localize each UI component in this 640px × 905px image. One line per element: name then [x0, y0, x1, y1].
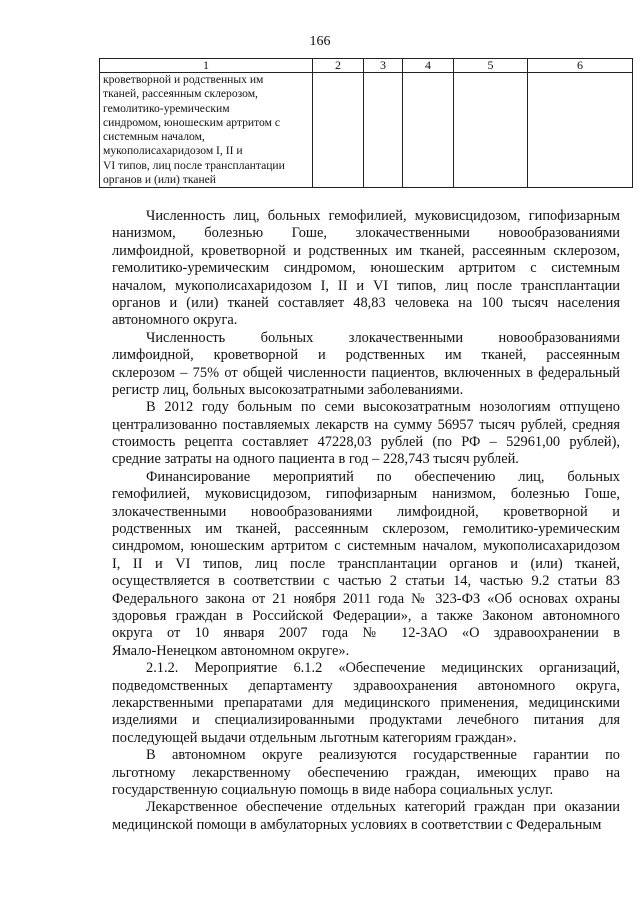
text-line: Численность больных злокачественными новообразованиями — [146, 329, 620, 346]
text-line: лимфоидной, кроветворной и родственных им тканей, рассеянным склерозом, — [112, 242, 620, 259]
text-line: автономного округа. — [112, 312, 238, 329]
cell-line: кроветворной и родственных им — [103, 73, 264, 86]
paragraph — [112, 660, 620, 747]
cell-line: синдромом, юношеским артритом с — [103, 115, 280, 129]
text-line: гемолитико-уремическим синдромом, юношеским артритом с системным — [112, 260, 620, 277]
text-line: подведомственных департаменту здравоохранения автономного округа, — [112, 677, 620, 694]
text-line: Финансирование мероприятий по обеспечению лиц, больных — [146, 468, 620, 485]
text-line: синдромом, юношеским артритом с системным началом, мукополисахаридозом — [112, 538, 620, 555]
text-line: злокачественными новообразованиями лимфоидной, кроветворной и — [112, 503, 620, 520]
paragraph — [112, 799, 620, 834]
cell-line: мукополисахаридозом I, II и — [103, 144, 243, 158]
text-line: В 2012 году больным по семи высокозатратным нозологиям отпущено — [146, 399, 620, 416]
text-line: централизованно поставляемых лекарств на сумму 56957 тысяч рублей, средняя — [112, 416, 620, 433]
text-line: льготному лекарственному обеспечению граждан, имеющих право на — [112, 764, 620, 781]
cell-line: органов и (или) тканей — [103, 173, 217, 187]
table-cell-empty — [403, 73, 454, 188]
paragraph — [112, 469, 620, 660]
table-cell-empty — [454, 73, 528, 188]
text-line: Федерального закона от 21 ноября 2011 года № 323-ФЗ «Об основах охраны — [112, 590, 620, 607]
text-line: органов и (или) тканей составляет 48,83 человека на 100 тысяч населения — [112, 294, 620, 311]
table-header-cell: 5 — [454, 59, 528, 73]
table-cell-description — [100, 73, 313, 188]
table-header-row — [100, 59, 633, 73]
paragraph — [112, 330, 620, 400]
text-line: нанизмом, болезнью Гоше, злокачественными новообразованиями — [112, 225, 620, 242]
text-line: стоимость рецепта составляет 47228,03 рублей (по РФ – 52961,00 рублей), — [112, 434, 620, 451]
text-line: склерозом – 75% от общей численности пациентов, включенных в федеральный — [112, 364, 620, 381]
cell-line: тканей, рассеянным склерозом, — [103, 87, 258, 101]
text-line: I, II и VI типов, лиц после трансплантации органов и (или) тканей, — [112, 555, 620, 572]
text-line: регистр лиц, больных высокозатратными заболеваниями. — [112, 381, 464, 398]
text-line: лекарственными препаратами для медицинского применения, медицинскими — [112, 694, 620, 711]
text-line: 2.1.2. Мероприятие 6.1.2 «Обеспечение медицинских организаций, — [146, 660, 620, 677]
table-header-cell: 6 — [528, 59, 633, 73]
paragraph — [112, 747, 620, 799]
text-line: Лекарственное обеспечение отдельных категорий граждан при оказании — [146, 799, 620, 816]
text-line: медицинской помощи в амбулаторных условиях в соответствии с Федеральным — [112, 816, 602, 833]
cell-line: гемолитико-уремическим — [103, 101, 230, 115]
cell-line: VI типов, лиц после трансплантации — [103, 158, 285, 172]
paragraph — [112, 399, 620, 469]
table-header-cell: 1 — [100, 59, 313, 73]
table-header-cell: 4 — [403, 59, 454, 73]
text-line: лимфоидной, кроветворной и родственных им тканей, рассеянным — [112, 347, 620, 364]
table-cell-empty — [313, 73, 364, 188]
text-line: последующей выдачи отдельным льготным категориям граждан». — [112, 729, 517, 746]
text-line: началом, мукополисахаридозом I, II и VI типов, лиц после трансплантации — [112, 277, 620, 294]
text-line: округа от 10 января 2007 года № 12-ЗАО «О здравоохранении в — [112, 625, 620, 642]
cell-line: системным началом, — [103, 130, 205, 144]
paragraph — [112, 208, 620, 330]
table-header-cell: 3 — [364, 59, 403, 73]
text-line: Ямало-Ненецком автономном округе». — [112, 642, 350, 659]
table-row — [100, 73, 633, 188]
continued-table — [99, 58, 633, 188]
table-cell-empty — [364, 73, 403, 188]
text-line: здоровья граждан в Российской Федерации», а также Законом автономного — [112, 607, 620, 624]
text-line: изделиями и специализированными продуктами лечебного питания для — [112, 712, 620, 729]
text-line: гемофилией, муковисцидозом, гипофизарным нанизмом, болезнью Гоше, — [112, 486, 620, 503]
table-header-cell: 2 — [313, 59, 364, 73]
text-line: средние затраты на одного пациента в год – 228,743 тысяч рублей. — [112, 451, 519, 468]
body-text — [112, 208, 620, 834]
text-line: осуществляется в соответствии с частью 2 статьи 14, частью 9.2 статьи 83 — [112, 573, 620, 590]
text-line: Численность лиц, больных гемофилией, муковисцидозом, гипофизарным — [146, 208, 620, 224]
text-line: государственную социальную помощь в виде набора социальных услуг. — [112, 781, 554, 798]
table-cell-empty — [528, 73, 633, 188]
text-line: В автономном округе реализуются государственные гарантии по — [146, 747, 620, 764]
text-line: родственных им тканей, рассеянным склерозом, гемолитико-уремическим — [112, 521, 620, 538]
page-number: 166 — [309, 34, 331, 49]
